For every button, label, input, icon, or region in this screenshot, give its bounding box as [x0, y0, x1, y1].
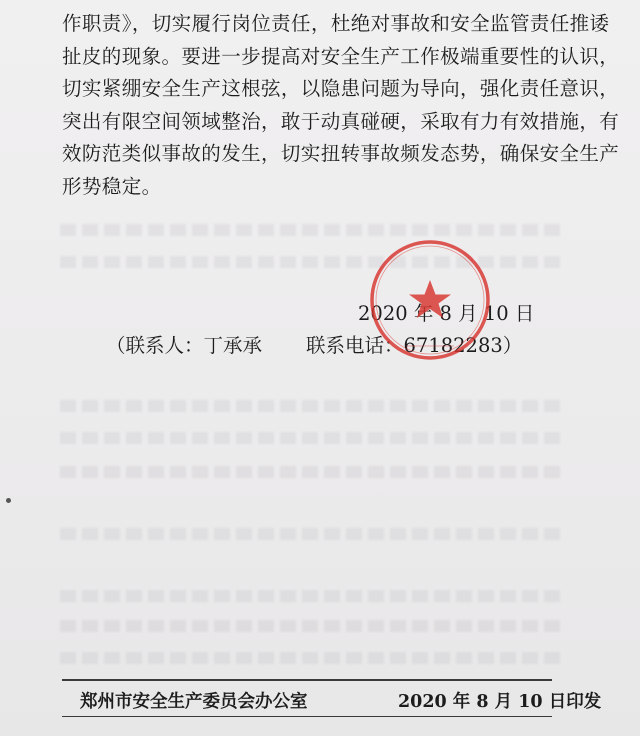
bleed-through-text [60, 432, 560, 444]
footer-top-rule [62, 679, 552, 681]
footer-issuer: 郑州市安全生产委员会办公室 [80, 692, 308, 712]
body-paragraph [62, 8, 620, 203]
body-line: 作职责》，切实履行岗位责任，杜绝对事故和安全监管责任推诿 [62, 12, 610, 35]
contact-person: （联系人：丁承承 [106, 334, 263, 357]
bleed-through-text [60, 590, 560, 602]
contact-phone: 联系电话：67182283） [306, 334, 523, 357]
ink-speck [6, 498, 11, 503]
bleed-through-text [60, 652, 560, 664]
footer-bottom-rule [62, 716, 552, 717]
bleed-through-text [60, 528, 560, 540]
bleed-through-text [60, 400, 560, 412]
body-line: 突出有限空间领域整治，敢于动真碰硬，采取有力有效措施，有 [62, 109, 620, 133]
body-line: 效防范类似事故的发生，切实扭转事故频发态势，确保安全生产 [62, 142, 620, 165]
signature-date: 2020 年 8 月 10 日 [358, 302, 535, 325]
body-line: 形势稳定。 [62, 174, 162, 198]
body-line: 扯皮的现象。要进一步提高对安全生产工作极端重要性的认识， [62, 44, 620, 68]
bleed-through-text [60, 620, 560, 632]
bleed-through-text [60, 224, 560, 236]
footer-print-date: 2020 年 8 月 10 日印发 [398, 692, 602, 712]
body-line: 切实紧绷安全生产这根弦，以隐患问题为导向，强化责任意识， [62, 77, 620, 100]
official-seal-stamp [366, 236, 494, 364]
bleed-through-text [60, 466, 560, 478]
